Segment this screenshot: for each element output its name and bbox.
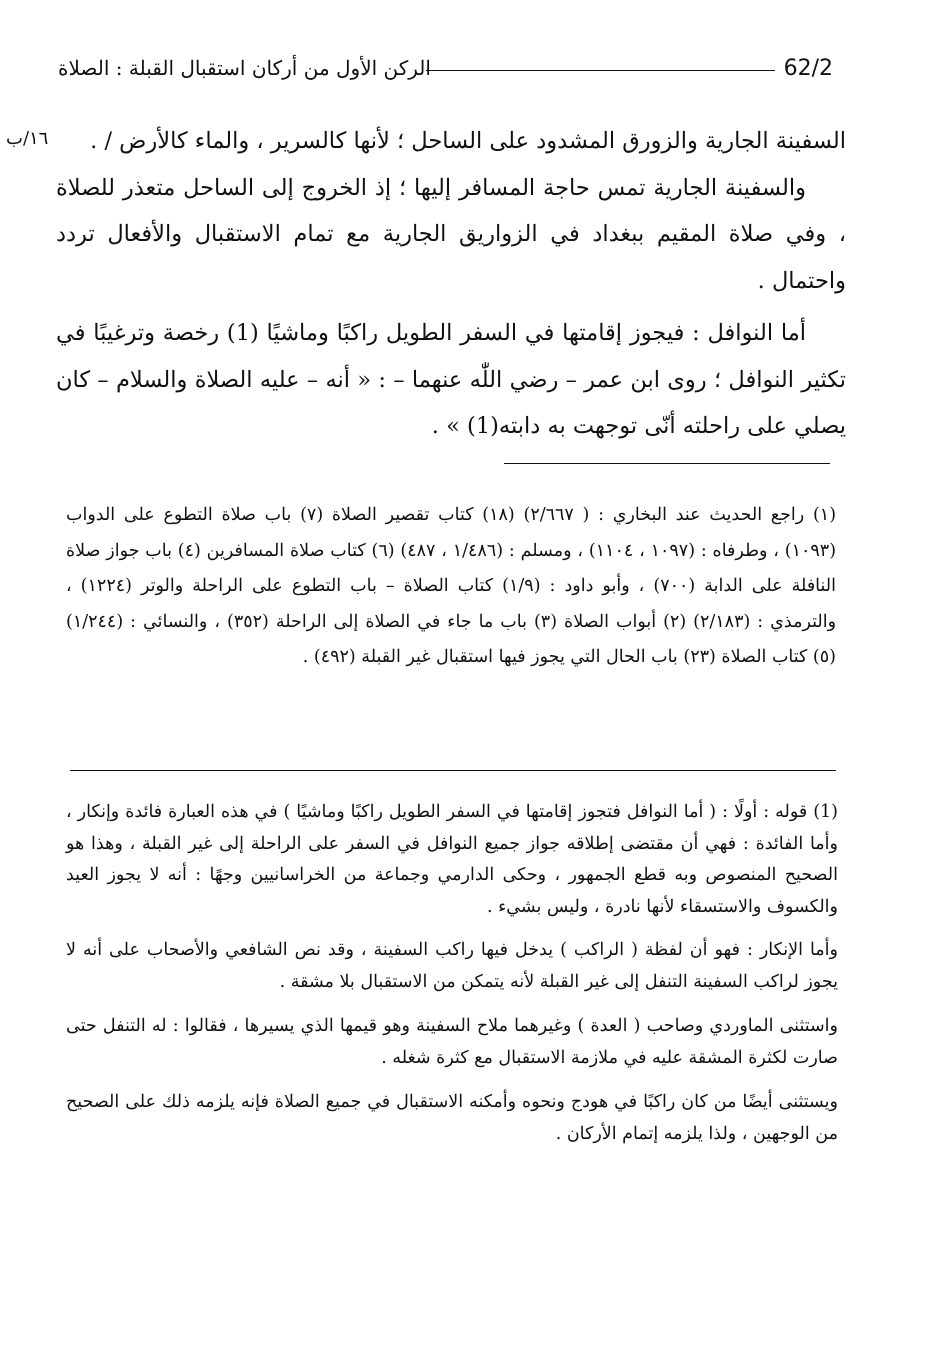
commentary-paragraph-1: (1) قوله : أولًا : ( أما النوافل فتجوز إقامتها في السفر الطويل راكبًا وماشيًا ) في هذه العبارة فائدة وإنكار ، وأما الفائدة : فهي أن مقتضى إطلاقه جواز جميع النوافل في السفر على الراحلة إلى غير القبلة ، وهذا هو الصحيح المنصوص وبه قطع الجمهور ، وحكى الدارمي وجماعة من الخراسانيين وجهًا : أنه لا يجوز العيد والكسوف والاستسقاء لأنها نادرة ، وليس بشيء . [66, 802, 838, 917]
commentary-paragraph-3: واستثنى الماوردي وصاحب ( العدة ) وغيرهما ملاح السفينة وهو قيمها الذي يسيرها ، فقالوا : له التنفل حتى صارت لكثرة المشقة عليه في ملازمة الاستقبال مع كثرة شغله . [66, 1016, 838, 1068]
commentary-paragraph-2: وأما الإنكار : فهو أن لفظة ( الراكب ) يدخل فيها راكب السفينة ، وقد نص الشافعي والأصحاب على أنه لا يجوز لراكب السفينة التنفل إلى غير القبلة لأنه يتمكن من الاستقبال بلا مشقة . [66, 940, 838, 992]
footnote-hadith-sources [66, 498, 836, 676]
page-header [58, 54, 833, 94]
commentary-separator [70, 770, 836, 771]
commentary-paragraph-4: ويستثنى أيضًا من كان راكبًا في هودج ونحوه وأمكنه الاستقبال في جميع الصلاة فإنه يلزمه ذلك على الصحيح من الوجهين ، ولذا يلزمه إتمام الأركان . [66, 1092, 838, 1144]
footnote-commentary [66, 797, 838, 1163]
main-text [56, 118, 846, 450]
footnote-hadith-text: (١) راجع الحديث عند البخاري : ( ٢/٦٦٧) (١٨) كتاب تقصير الصلاة (٧) باب صلاة التطوع على الدواب (١٠٩٣) ، وطرفاه : (١٠٩٧ ، ١١٠٤) ، ومسلم : (١/٤٨٦ ، ٤٨٧) (٦) كتاب صلاة المسافرين (٤) باب جواز صلاة النافلة على الدابة (٧٠٠) ، وأبو داود : (١/٩) كتاب الصلاة – باب التطوع على الراحلة والوتر (١٢٢٤) ، والترمذي : (٢/١٨٣) (٢) أبواب الصلاة (٣) باب ما جاء في الصلاة إلى الراحلة (٣٥٢) ، والنسائي : (١/٢٤٤) (٥) كتاب الصلاة (٢٣) باب الحال التي يجوز فيها استقبال غير القبلة (٤٩٢) . [66, 505, 837, 667]
page-number: 62/2 [783, 56, 833, 81]
main-paragraph-2: والسفينة الجارية تمس حاجة المسافر إليها ؛ إذ الخروج إلى الساحل متعذر للصلاة ، وفي صلاة المقيم ببغداد في الزواريق الجارية مع تمام الاستقبال والأفعال تردد واحتمال . [56, 174, 846, 294]
running-title: الركن الأول من أركان استقبال القبلة : الصلاة [58, 56, 431, 80]
manuscript-folio-note: ١٦/ب [6, 128, 49, 149]
header-rule [426, 70, 775, 71]
main-paragraph-3: أما النوافل : فيجوز إقامتها في السفر الطويل راكبًا وماشيًا (1) رخصة وترغيبًا في تكثير النوافل ؛ روى ابن عمر – رضي اللّٰه عنهما – : « أنه – عليه الصلاة والسلام – كان يصلي على راحلته أنّى توجهت به دابته(1) » . [56, 320, 846, 439]
main-paragraph-1: السفينة الجارية والزورق المشدود على الساحل ؛ لأنها كالسرير ، والماء كالأرض / . [90, 128, 846, 154]
footnote-separator [504, 463, 830, 464]
